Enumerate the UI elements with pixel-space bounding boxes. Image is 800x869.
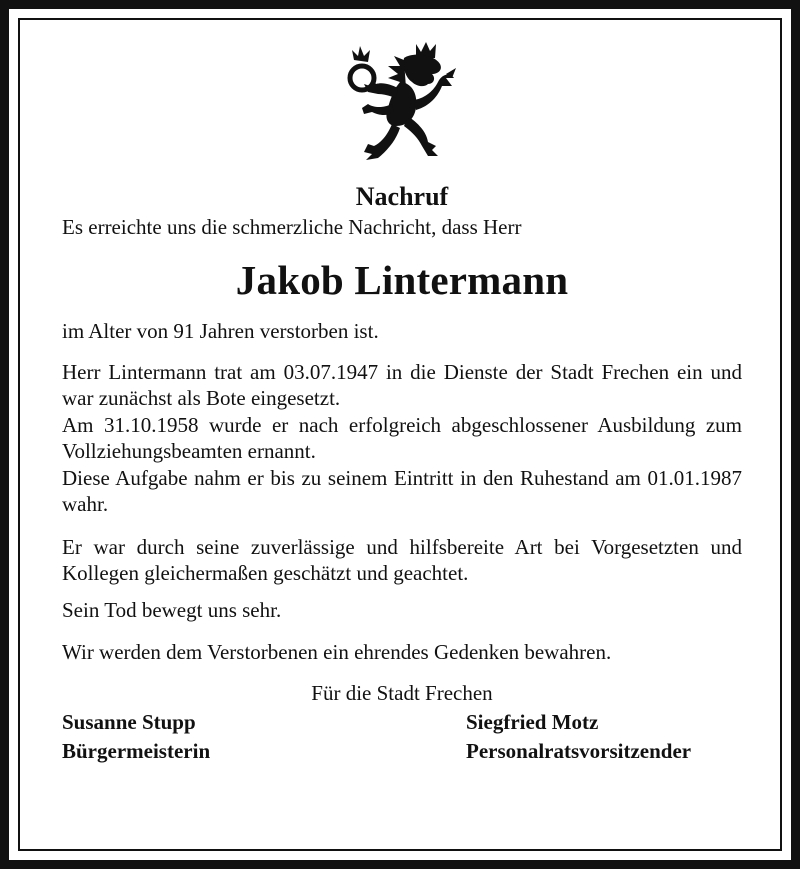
signatory-role: Bürgermeisterin [62, 738, 211, 763]
closing-line: Für die Stadt Frechen [311, 680, 493, 705]
signatory-name: Siegfried Motz [466, 709, 599, 734]
obituary-notice [62, 38, 742, 768]
intro-text: Es erreichte uns die schmerzliche Nachricht, dass Herr [62, 215, 522, 239]
signature-block [62, 708, 742, 768]
notice-heading: Nachruf [355, 182, 449, 211]
condolence-text: Sein Tod bewegt uns sehr. [62, 597, 282, 622]
deceased-name: Jakob Lintermann [235, 257, 569, 303]
memory-text: Wir werden dem Verstorbenen ein ehrendes Gedenken bewahren. [62, 640, 612, 664]
signatory-left [62, 708, 210, 766]
signatory-role: Personalratsvorsitzender [466, 738, 692, 763]
character-text: Er war durch seine zuverlässige und hilfsbereite Art bei Vorgesetzten und Kollegen gleichermaßen geschätzt und geachtet. [62, 534, 742, 585]
retirement-text: Diese Aufgabe nahm er bis zu seinem Eintritt in den Ruhestand am 01.01.1987 wahr. [62, 465, 742, 516]
career-start-text: Herr Lintermann trat am 03.07.1947 in die Dienste der Stadt Frechen ein und war zunächst als Bote eingesetzt. [62, 359, 742, 410]
appointment-text: Am 31.10.1958 wurde er nach erfolgreich abgeschlossener Ausbildung zum Vollziehungsbeamten ernannt. [62, 412, 742, 463]
signatory-right [466, 708, 691, 766]
rampant-lion-crest-icon [342, 38, 462, 166]
signatory-name: Susanne Stupp [62, 709, 196, 734]
age-statement: im Alter von 91 Jahren verstorben ist. [62, 319, 379, 343]
